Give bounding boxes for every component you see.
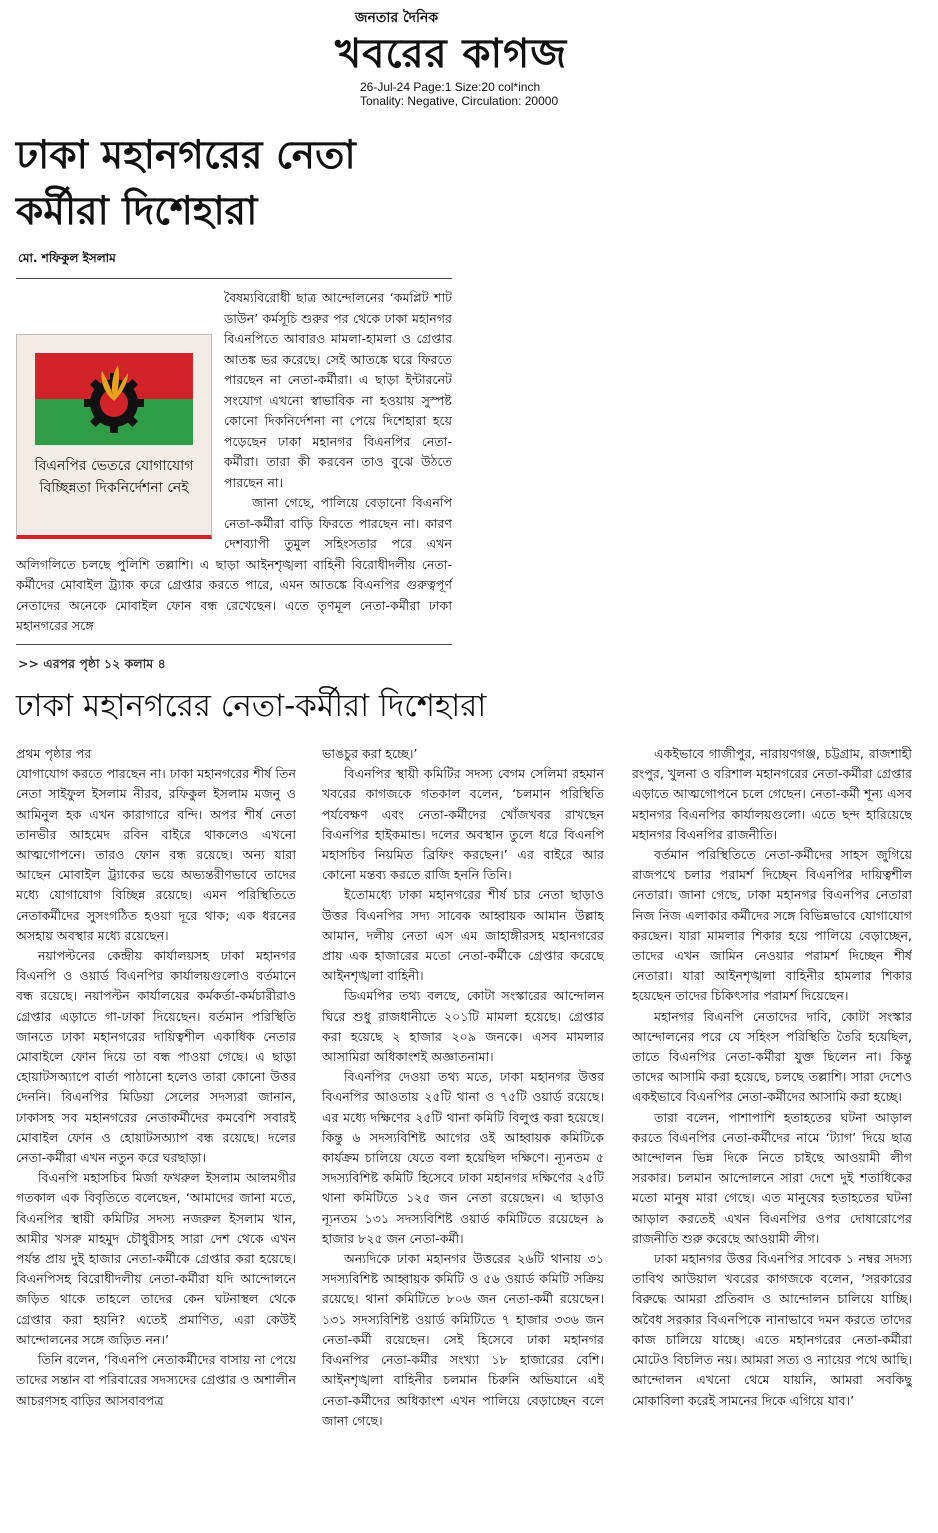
continued-from-label: প্রথম পৃষ্ঠার পর xyxy=(16,746,92,761)
column-paragraph xyxy=(322,1067,604,1249)
front-page-article xyxy=(16,288,452,638)
column-paragraph: ভাঙচুর করা হচ্ছে।’ xyxy=(322,746,418,761)
column-paragraph xyxy=(322,885,604,986)
divider xyxy=(16,644,452,645)
masthead xyxy=(0,0,938,112)
column-paragraph-text: বিএনপির দেওয়া তথ্য মতে, ঢাকা মহানগর উত্তর বিএনপির আওতায় ২৫টি থানা ও ৭৫টি ওয়ার্ড রয়েছে। এর মধ্যে দক্ষিণের ২৫টি থানা কমিটি বিলুপ্ত করা হয়েছে। কিন্তু ৬ সদস্যবিশিষ্ট আগের ওই আহ্বায়ক কমিটিকে কার্যক্রম চালিয়ে যেতে বলা হয়েছিল দক্ষিণে। ন্যূনতম ৫ সদস্যবিশিষ্ট কমিটি হিসেবে ঢাকা মহানগর দক্ষিণের ২৫টি থানা কমিটিতে ১২৫ জন নেতা রয়েছেন। এ ছাড়াও ন্যূনতম ১৩১ সদস্যবিশিষ্ট ওয়ার্ড কমিটিতে রয়েছেন ৯ হাজার ৮২৫ জন নেতা-কর্মী। xyxy=(322,1069,604,1246)
column-paragraph-text: বর্তমান পরিস্থিতিতে নেতা-কর্মীদের সাহস জুগিয়ে রাজপথে চলার পরামর্শ দিচ্ছেন বিএনপির দায়িত্বশীল নেতারা। জানা গেছে, ঢাকা মহানগর বিএনপির নেতারা নিজ নিজ এলাকার কর্মীদের সঙ্গে বিভিন্নভাবে যোগাযোগ করছেন। যারা মামলার শিকার হয়ে পালিয়ে বেড়াচ্ছেন, তাদের এখন জামিন নেওয়ার পরামর্শ দিচ্ছেন শীর্ষ নেতারা। যারা আইনশৃঙ্খলা বাহিনীর হামলার শিকার হয়েছেন তাদের চিকিৎসার পরামর্শ দিয়েছেন। xyxy=(632,847,912,1004)
bnp-flag-icon xyxy=(35,353,193,445)
column-paragraph xyxy=(632,1007,912,1108)
column-paragraph-text: তিনি বলেন, ‘বিএনপি নেতাকর্মীদের বাসায় না পেয়ে তাদের সন্তান বা পরিবারের সদস্যদের গ্রেপ্তার ও অশালীন আচরণসহ বাড়ির আসবাবপত্র xyxy=(16,1352,296,1408)
column-paragraph-text: নয়াপল্টনের কেন্দ্রীয় কার্যালয়সহ ঢাকা মহানগর বিএনপি ও ওয়ার্ড বিএনপির কার্যালয়গুলোও বর্তমানে বন্ধ রয়েছে। নয়াপল্টন কার্যালয়ের কর্মকর্তা-কর্মচারীরাও গ্রেপ্তার এড়াতে গা-ঢাকা দিয়েছেন। বর্তমান পরিস্থিতি জানতে ঢাকা মহানগরের দায়িত্বশীল একাধিক নেতার মোবাইলে ফোন দিয়ে তা বন্ধ পাওয়া গেছে। এ ছাড়া হোয়াটসঅ্যাপে বার্তা পাঠানো হলেও তারা কোনো উত্তর দেননি। বিএনপির মিডিয়া সেলের সদস্যরা জানান, ঢাকাসহ সব মহানগরের নেতাকর্মীদের কমবেশি সবারই মোবাইল ফোন ও হোয়াটসঅ্যাপ বন্ধ রয়েছে। দলের নেতা-কর্মীরা এখন নতুন করে ঘরছাড়া। xyxy=(16,948,296,1166)
column-paragraph xyxy=(322,1249,604,1431)
column-paragraph-text: অন্যদিকে ঢাকা মহানগর উত্তরের ২৬টি থানায় ৩১ সদস্যবিশিষ্ট আহ্বায়ক কমিটি ও ৫৬ ওয়ার্ড কমিটি সক্রিয় রয়েছে। থানা কমিটিতে ৮০৬ জন নেতা-কর্মী রয়েছেন। ১৩১ সদস্যবিশিষ্ট ওয়ার্ড কমিটিতে ৭ হাজার ৩৩৬ জন নেতা-কর্মী রয়েছেন। সেই হিসেবে ঢাকা মহানগর বিএনপির নেতা-কর্মীর সংখ্যা ১৮ হাজারের বেশি। আইনশৃঙ্খলা বাহিনীর চলমান চিরুনি অভিযানে এই নেতা-কর্মীদের অধিকাংশ এখন পালিয়ে বেড়াচ্ছেন বলে জানা গেছে। xyxy=(322,1251,604,1428)
column-paragraph-text: ইতোমধ্যে ঢাকা মহানগরের শীর্ষ চার নেতা ছাড়াও উত্তর বিএনপির সদ্য সাবেক আহ্বায়ক আমান উল্লাহ আমান, দলীয় নেতা এস এম জাহাঙ্গীরসহ মহানগরের প্রায় এক হাজারের মতো নেতা-কর্মীকে গ্রেপ্তার করেছে আইনশৃঙ্খলা বাহিনী। xyxy=(322,887,604,984)
bnp-flag-inset xyxy=(16,334,212,539)
clipping-meta-tonality: Tonality: Negative, Circulation: 20000 xyxy=(360,94,559,108)
column-paragraph-text: মহানগর বিএনপি নেতাদের দাবি, কোটা সংস্কার আন্দোলনের পরে যে সহিংস পরিস্থিতি তৈরি হয়েছিল, তাতে বিএনপির নেতা-কর্মীরা যুক্ত ছিলেন না। কিন্তু তাদের আসামি করা হয়েছে, চলছে তল্লাশি। সারা দেশেও একইভাবে বিএনপির নেতা-কর্মীদের আসামি করা হচ্ছে। xyxy=(632,1008,912,1105)
clipping-meta xyxy=(360,80,558,108)
column-paragraph xyxy=(632,744,912,845)
article-column-1 xyxy=(16,744,296,1529)
front-page-headline: ঢাকা মহানগরের নেতা কর্মীরা দিশেহারা xyxy=(16,133,356,234)
column-paragraph-text: ডিএমপির তথ্য বলছে, কোটা সংস্কারের আন্দোলন ঘিরে শুধু রাজধানীতে ২০১টি মামলা হয়েছে। গ্রেপ্তার করা হয়েছে ২ হাজার ২০৯ জনকে। এসব মামলার আসামিরা অধিকাংশই অজ্ঞাতনামা। xyxy=(322,988,604,1065)
lead-paragraph-1-text: বৈষম্যবিরোধী ছাত্র আন্দোলনের ‘কমপ্লিট শাট ডাউন’ কর্মসূচি শুরুর পর থেকে ঢাকা মহানগর বিএনপিতে আবারও মামলা-হামলা ও গ্রেপ্তার আতঙ্ক ভর করেছে। সেই আতঙ্কে ঘরে ফিরতে পারছেন না নেতা-কর্মীরা। এ ছাড়া ইন্টারনেট সংযোগ এখনো স্বাভাবিক না হওয়ায় সুস্পষ্ট কোনো দিকনির্দেশনা না পেয়ে দিশেহারা হয়ে পড়েছেন ঢাকা মহানগর বিএনপির নেতা-কর্মীরা। তারা কী করবেন তাও বুঝে উঠতে পারছেন না। xyxy=(224,290,452,490)
column-paragraph-text: বিএনপি মহাসচিব মির্জা ফখরুল ইসলাম আলমগীর গতকাল এক বিবৃতিতে বলেছেন, ‘আমাদের জানা মতে, বিএনপির স্থায়ী কমিটির সদস্য নজরুল ইসলাম খান, আমীর খসরু মাহমুদ চৌধুরীসহ সারা দেশ থেকে এখন পর্যন্ত প্রায় দুই হাজার নেতা-কর্মীকে গ্রেপ্তার করা হয়েছে। বিএনপিসহ বিরোধীদলীয় নেতা-কর্মীরা যদি আন্দোলনে জড়িত থাকে তাহলে তাদের কেন ঘটনাস্থল থেকে গ্রেপ্তার করা হয়নি? এতেই প্রমাণিত, এরা কেউই আন্দোলনের সঙ্গে জড়িত নন।’ xyxy=(16,1170,296,1347)
column-paragraph-text: বিএনপির স্থায়ী কমিটির সদস্য বেগম সেলিমা রহমান খবরের কাগজকে গতকাল বলেন, ‘চলমান পরিস্থিতি পর্যবেক্ষণ এবং নেতা-কর্মীদের খোঁজখবর রাখছেন বিএনপির হাইকমান্ড। দলের অবস্থান তুলে ধরে বিএনপি মহাসচিব নিয়মিত ব্রিফিং করছেন।’ এর বাইরে আর কোনো মন্তব্য করতে রাজি হননি তিনি। xyxy=(322,766,604,883)
article-column-2 xyxy=(322,744,604,1529)
clipping-meta-date: 26-Jul-24 Page:1 Size:20 col*inch xyxy=(360,80,541,94)
column-paragraph-text: তারা বলেন, পাশাপাশি হতাহতের ঘটনা আড়াল করতে বিএনপির নেতা-কর্মীদের নামে ‘ট্যাগ’ দিয়ে ছাত্র আন্দোলন ভিন্ন দিকে নিতে চাইছে আওয়ামী লীগ সরকার। চলমান আন্দোলনে সারা দেশে দুই শতাধিকের মতো মানুষ মারা গেছে। এত মানুষের হতাহতের ঘটনা আড়াল করতেই এখন বিএনপির ওপর দোষারোপের রাজনীতি শুরু করেছে আওয়ামী লীগ। xyxy=(632,1109,912,1246)
continued-on-page: >> এরপর পৃষ্ঠা ১২ কলাম ৪ xyxy=(18,656,166,671)
article-column-3 xyxy=(632,744,912,1529)
column-paragraph xyxy=(16,946,296,1168)
lead-paragraph-2-text: জানা গেছে, পালিয়ে বেড়ানো বিএনপি নেতা-কর্মীরা বাড়ি ফিরতে পারছেন না। কারণ দেশব্যাপী তুমুল সহিংসতার পরে এখন অলিগলিতে চলছে পুলিশি তল্লাশি। এ ছাড়া আইনশৃঙ্খলা বাহিনী বিরোধীদলীয় নেতা-কর্মীদের মোবাইল ট্র্যাক করে গ্রেপ্তার করতে পারে, এমন আতঙ্কে বিএনপির গুরুত্বপূর্ণ নেতাদের অনেকে মোবাইল ফোন বন্ধ রেখেছেন। এতে তৃণমূল নেতা-কর্মীরা ঢাকা মহানগরের সঙ্গে xyxy=(16,495,452,633)
column-paragraph xyxy=(632,1249,912,1411)
byline: মো. শফিকুল ইসলাম xyxy=(18,251,116,265)
column-paragraph xyxy=(632,845,912,1007)
column-paragraph xyxy=(632,1108,912,1249)
column-paragraph: যোগাযোগ করতে পারছেন না। ঢাকা মহানগরের শীর্ষ তিন নেতা সাইফুল ইসলাম নীরব, রফিকুল ইসলাম মজনু ও আমিনুল হক এখন কারাগারে বন্দি। অপর শীর্ষ নেতা তানভীর আহমেদ রবিন বাইরে থাকলেও এখনো আত্মগোপনে। তারও ফোন বন্ধ রয়েছে। অন্য যারা আছেন মোবাইল ট্র্যাকের ভয়ে অভ্যন্তরীণভাবে তাদের মধ্যে যোগাযোগ বিচ্ছিন্ন রয়েছে। এমন পরিস্থিতিতে নেতাকর্মীদের সুসংগঠিত হওয়া দূরে থাক; এক ধরনের অসহায় অবস্থার মধ্যে রয়েছেন। xyxy=(16,766,296,943)
inside-page-headline: ঢাকা মহানগরের নেতা-কর্মীরা দিশেহারা xyxy=(16,688,487,724)
column-paragraph xyxy=(322,764,604,885)
column-paragraph xyxy=(16,1168,296,1350)
column-paragraph xyxy=(16,1350,296,1411)
masthead-logo: খবরের কাগজ xyxy=(335,31,568,77)
inset-caption: বিএনপির ভেতরে যোগাযোগ বিচ্ছিন্নতা দিকনির্দেশনা নেই xyxy=(34,458,194,496)
divider xyxy=(16,278,452,279)
masthead-tagline: জনতার দৈনিক xyxy=(355,10,439,26)
column-paragraph-text: একইভাবে গাজীপুর, নারায়ণগঞ্জ, চট্টগ্রাম, রাজশাহী রংপুর, খুলনা ও বরিশাল মহানগরের নেতা-কর্মীরা গ্রেপ্তার এড়াতে আত্মগোপনে চলে গেছেন। নেতা-কর্মী শূন্য এসব মহানগর বিএনপির কার্যালয়গুলো। এতে ছন্দ হারিয়েছে মহানগর বিএনপির রাজনীতি। xyxy=(632,746,912,842)
column-paragraph-text: ঢাকা মহানগর উত্তর বিএনপির সাবেক ১ নম্বর সদস্য তাবিথ আউয়াল খবরের কাগজকে বলেন, ‘সরকারের বিরুদ্ধে আমরা প্রতিবাদ ও আন্দোলন চালিয়ে যাচ্ছি। অবৈধ সরকার বিএনপিকে নানাভাবে দমন করতে তাদের কাজ চালিয়ে যাচ্ছে। এতে মহানগরের নেতা-কর্মীরা মোটেও বিচলিত নয়। আমরা সত্য ও ন্যায়ের পথে আছি। আন্দোলন এখনো থেমে যায়নি, আমরা সবকিছু মোকাবিলা করেই সামনের দিকে এগিয়ে যাব।’ xyxy=(632,1251,912,1408)
column-paragraph xyxy=(322,986,604,1067)
